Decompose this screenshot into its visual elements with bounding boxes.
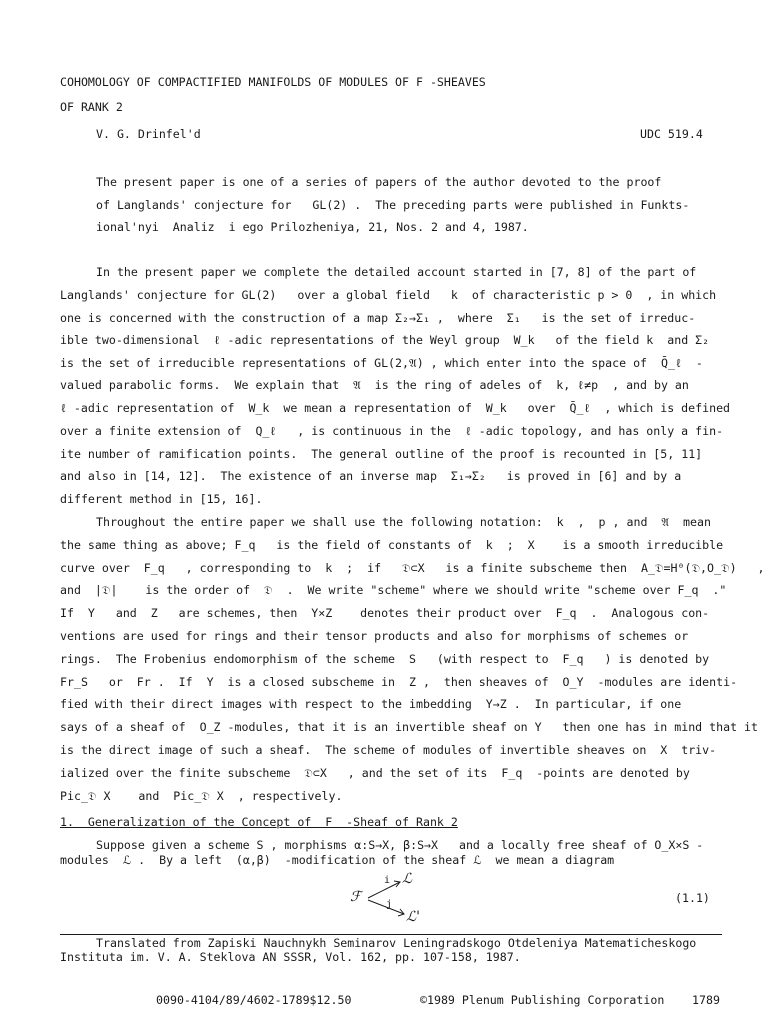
body-line: ialized over the finite subscheme 𝔇⊂X , and the set of its F_q -points are denoted by (60, 766, 690, 780)
body-line: is the direct image of such a sheaf. The scheme of modules of invertible sheaves on X triv- (60, 743, 717, 757)
author: V. G. Drinfel'd (96, 127, 201, 141)
body-line: curve over F_q , corresponding to k ; if 𝔇⊂X is a finite subscheme then A_𝔇=H⁰(𝔇,O_𝔇) , (60, 561, 765, 575)
udc-code: UDC 519.4 (640, 127, 703, 141)
body-line: Throughout the entire paper we shall use the following notation: k , p , and 𝔄 mean (96, 515, 711, 529)
section-line: Suppose given a scheme S , morphisms α:S→X, β:S→X and a locally free sheaf of O_X×S - (96, 838, 704, 852)
body-line: the same thing as above; F_q is the field of constants of k ; X is a smooth irreducible (60, 538, 724, 552)
footnote-line: Translated from Zapiski Nauchnykh Seminarov Leningradskogo Otdeleniya Matematicheskogo (96, 936, 697, 950)
body-line: fied with their direct images with respect to the imbedding Y→Z . In particular, if one (60, 697, 682, 711)
body-line: Langlands' conjecture for GL(2) over a global field k of characteristic p > 0 , in which (60, 288, 717, 302)
body-line: and also in [14, 12]. The existence of an inverse map Σ₁→Σ₂ is proved in [6] and by a (60, 469, 682, 483)
paper-title-line-2: OF RANK 2 (60, 100, 123, 114)
journal-code: 0090-4104/89/4602-1789$12.50 (156, 993, 352, 1007)
section-heading: 1. Generalization of the Concept of F -Sheaf of Rank 2 (60, 815, 458, 829)
body-line: ℓ -adic representation of W_k we mean a representation of W_k over Q̄_ℓ , which is defined (60, 401, 731, 415)
diagram-bottom-target: ℒ' (406, 909, 420, 925)
body-line: If Y and Z are schemes, then Y×Z denotes their product over F_q . Analogous con- (60, 606, 710, 620)
diagram-map-j: j (386, 899, 393, 910)
body-line: valued parabolic forms. We explain that 𝔄 is the ring of adeles of k, ℓ≠p , and by an (60, 378, 689, 392)
equation-number: (1.1) (675, 891, 710, 905)
page-number: 1789 (692, 993, 720, 1007)
section-line: modules ℒ . By a left (α,β) -modification of the sheaf ℒ we mean a diagram (60, 853, 615, 867)
body-line: In the present paper we complete the detailed account started in [7, 8] of the part of (96, 265, 697, 279)
body-line: rings. The Frobenius endomorphism of the scheme S (with respect to F_q ) is denoted by (60, 652, 710, 666)
body-line: Pic_𝔇 X and Pic_𝔇 X , respectively. (60, 789, 343, 803)
diagram-top-target: ℒ (402, 871, 413, 887)
modification-diagram (350, 868, 440, 928)
diagram-arrows (350, 868, 440, 928)
abstract-line: ional'nyi Analiz i ego Prilozheniya, 21, Nos. 2 and 4, 1987. (96, 220, 529, 234)
diagram-source: ℱ (350, 889, 362, 905)
abstract-line: of Langlands' conjecture for GL(2) . The preceding parts were published in Funkts- (96, 198, 690, 212)
body-line: ventions are used for rings and their tensor products and also for morphisms of schemes or (60, 629, 689, 643)
body-line: different method in [15, 16]. (60, 492, 263, 506)
body-line: ite number of ramification points. The general outline of the proof is recounted in [5, 11] (60, 447, 703, 461)
copyright: ©1989 Plenum Publishing Corporation (420, 993, 665, 1007)
diagram-map-i: i (384, 875, 391, 886)
body-line: and |𝔇| is the order of 𝔇 . We write "scheme" where we should write "scheme over F_q ." (60, 583, 727, 597)
body-line: ible two-dimensional ℓ -adic representations of the Weyl group W_k of the field k and Σ₂ (60, 333, 710, 347)
footnote-rule (60, 934, 722, 935)
body-line: over a finite extension of Q_ℓ , is continuous in the ℓ -adic topology, and has only a fin- (60, 424, 724, 438)
body-line: says of a sheaf of O_Z -modules, that it is an invertible sheaf on Y then one has in mind that it (60, 720, 759, 734)
body-line: one is concerned with the construction of a map Σ₂→Σ₁ , where Σ₁ is the set of irreduc- (60, 311, 696, 325)
body-line: Fr_S or Fr . If Y is a closed subscheme in Z , then sheaves of O_Y -modules are identi- (60, 675, 738, 689)
abstract-line: The present paper is one of a series of papers of the author devoted to the proof (96, 175, 662, 189)
body-line: is the set of irreducible representations of GL(2,𝔄) , which enter into the space of Q̄_ℓ - (60, 356, 703, 370)
footnote-line: Instituta im. V. A. Steklova AN SSSR, Vol. 162, pp. 107-158, 1987. (60, 950, 521, 964)
paper-title-line-1: COHOMOLOGY OF COMPACTIFIED MANIFOLDS OF MODULES OF F -SHEAVES (60, 75, 486, 89)
